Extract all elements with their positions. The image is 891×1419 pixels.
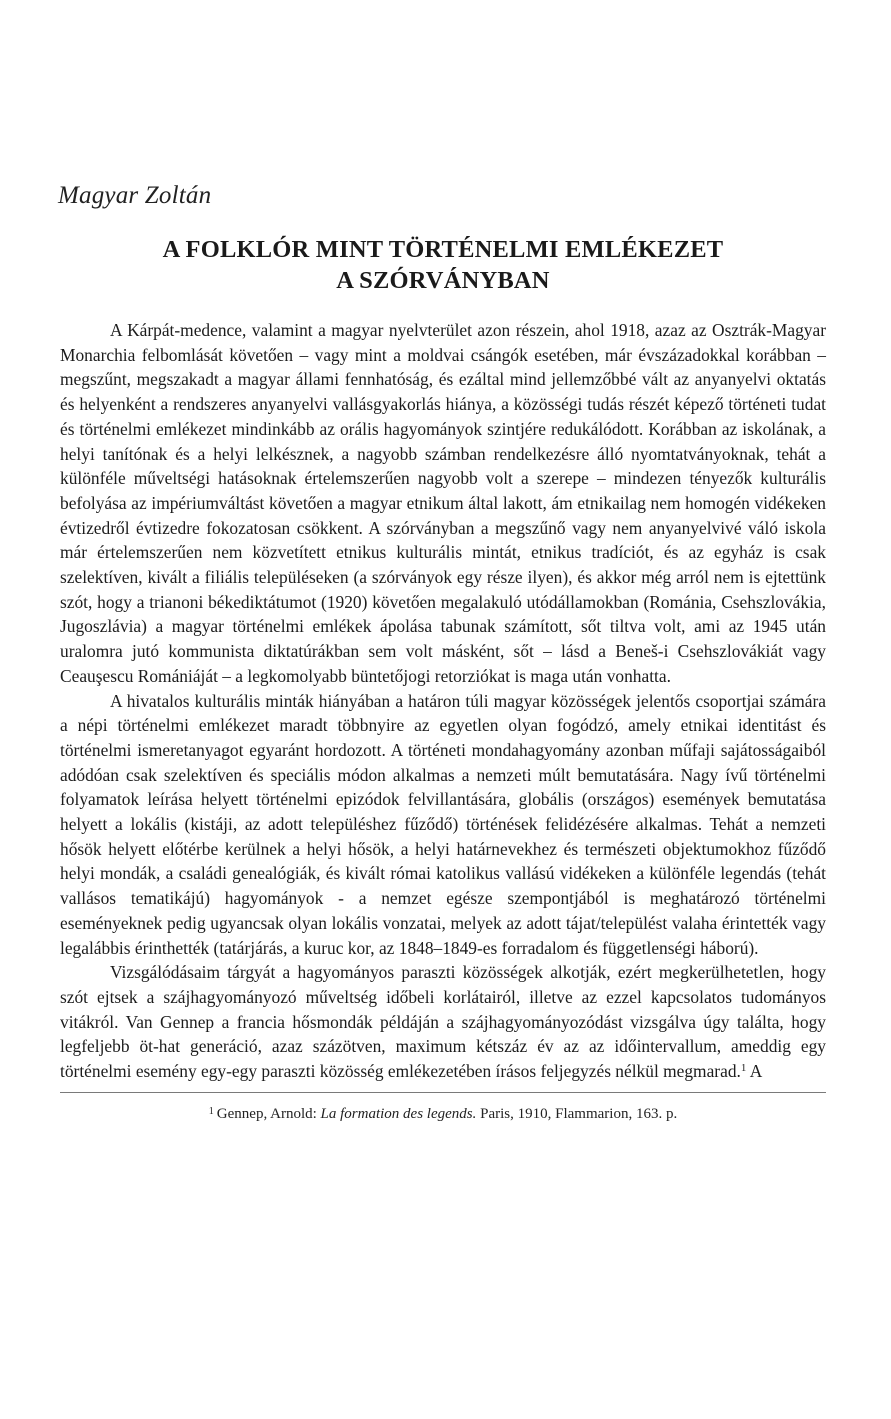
paragraph-3: [60, 960, 826, 1084]
paragraph-3-text: Vizsgálódásaim tárgyát a hagyományos paraszti közösségek alkotják, ezért megkerülhetetlen, hogy szót ejtsek a szájhagyományozó műveltség időbeli korlátairól, illetve az ezzel kapcsolatos tudományos vitákról. Van Gennep a francia hősmondák példáján a szájhagyományozódást vizsgálva úgy találta, hogy legfeljebb öt-hat generáció, azaz százötven, maximum kétszáz év az az időintervallum, ameddig egy történelmi esemény egy-egy paraszti közösség emlékezetében írásos feljegyzés nélkül megmarad.: [60, 962, 826, 1082]
title-line-1: A FOLKLÓR MINT TÖRTÉNELMI EMLÉKEZET: [162, 236, 724, 263]
article-body: [60, 318, 826, 1084]
footnote-number: 1: [208, 1106, 214, 1117]
footnote: [60, 1104, 826, 1124]
title-line-2: A SZÓRVÁNYBAN: [336, 267, 550, 294]
author-name: Magyar Zoltán: [58, 182, 212, 209]
footnote-reference: 1: [740, 1062, 747, 1075]
footnote-work-title: La formation des legends.: [320, 1106, 477, 1122]
paragraph-1: A Kárpát-medence, valamint a magyar nyelvterület azon részein, ahol 1918, azaz az Osztrák-Magyar Monarchia felbomlását követően – vagy mint a moldvai csángók esetében, már évszázadokkal korábban – megszűnt, megszakadt a magyar állami fennhatóság, és ezáltal mind jellemzőbbé vált az anyanyelvi oktatás és helyenként a rendszeres anyanyelvi vallásgyakorlás hiánya, a közösségi tudás részét képező történeti tudat és történelmi emlékezet mindinkább az orális hagyományok szintjére redukálódott. Korábban az iskolának, a helyi tanítónak és a helyi lelkésznek, a nagyobb számban rendelkezésre álló nyomtatványoknak, tehát a különféle műveltségi hatásoknak értelemszerűen nagyobb volt a szerepe – mindezen tényezők kulturális befolyása az impériumváltást követően a magyar etnikum által lakott, ám etnikailag nem homogén vidékeken évtizedről évtizedre fokozatosan csökkent. A szórványban a megszűnő vagy nem anyanyelvivé váló iskola már értelemszerűen nem közvetített etnikus kulturális mintát, etnikus tradíciót, és az egyház is csak szelektíven, kivált a filiális településeken (a szórványok egy része ilyen), és akkor még arról nem is ejtettünk szót, hogy a trianoni békediktátumot (1920) követően megalakuló utódállamokban (Románia, Csehszlovákia, Jugoszlávia) a magyar történelmi emlékek ápolása tabunak számított, sőt tiltva volt, ami az 1945 után uralomra jutó kommunista diktatúrákban sem volt másként, sőt – lásd a Beneš-i Csehszlovákiát vagy Ceauşescu Romániáját – a legkomolyabb büntetőjogi retorziókat is maga után vonhatta.: [60, 320, 826, 686]
paragraph-2: A hivatalos kulturális minták hiányában a határon túli magyar közösségek jelentős csoportjai számára a népi történelmi emlékezet maradt többnyire az egyetlen olyan fogódzó, amely etnikai identitást és történelmi ismeretanyagot egyaránt hordozott. A történeti mondahagyomány azonban műfaji sajátosságaiból adódóan csak szelektíven és speciális módon alkalmas a nemzeti múlt bemutatására. Nagy ívű történelmi folyamatok leírása helyett történelmi epizódok felvillantására, globális (országos) események bemutatása helyett a lokális (kistáji, az adott településhez fűződő) történések felidézésére alkalmas. Tehát a nemzeti hősök helyett előtérbe kerülnek a helyi hősök, a helyi határnevekhez és természeti objektumokhoz fűződő helyi mondák, a családi genealógiák, és kivált római katolikus vallású vidékeken a különféle legendás (tehát vallásos tematikájú) hagyományok - a nemzet egésze szempontjából is meghatározó történelmi eseményeknek pedig ugyancsak olyan lokális vonzatai, melyek az adott tájat/települést valaha érintették vagy legalábbis érinthették (tatárjárás, a kuruc kor, az 1848–1849-es forradalom és függetlenségi háború).: [60, 690, 826, 958]
article-title: [58, 234, 828, 296]
footnote-divider: [60, 1092, 826, 1093]
paragraph-3-tail: A: [746, 1061, 763, 1082]
footnote-publication: Paris, 1910, Flammarion, 163. p.: [480, 1106, 678, 1122]
footnote-author: Gennep, Arnold:: [216, 1106, 317, 1122]
